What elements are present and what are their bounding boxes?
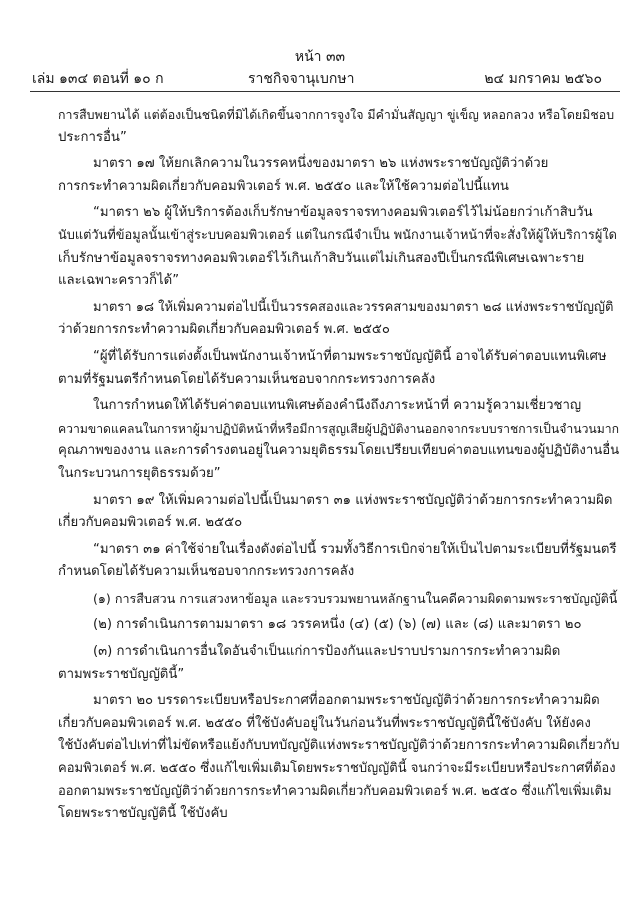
section-18-heading: มาตรา ๑๘ ให้เพิ่มความต่อไปนี้เป็นวรรคสองและวรรคสามของมาตรา ๒๘ แห่งพระราชบัญญัติ xyxy=(93,299,614,315)
list-item: (๒) การดำเนินการตามมาตรา ๑๘ วรรคหนึ่ง (๔) (๕) (๖) (๗) และ (๘) และมาตรา ๒๐ xyxy=(93,617,582,633)
section-17-heading: มาตรา ๑๗ ให้ยกเลิกความในวรรคหนึ่งของมาตรา ๒๖ แห่งพระราชบัญญัติว่าด้วย xyxy=(93,156,549,172)
volume-issue: เล่ม ๑๓๔ ตอนที่ ๑๐ ก xyxy=(32,71,164,87)
text-line: เก็บรักษาข้อมูลจราจรทางคอมพิวเตอร์ไว้เกินเก้าสิบวันแต่ไม่เกินสองปีเป็นกรณีพิเศษเฉพาะราย xyxy=(58,250,585,266)
text-line: ตามพระราชบัญญัตินี้” xyxy=(58,666,185,682)
text-line: ในกระบวนการยุติธรรมด้วย” xyxy=(58,465,221,481)
text-line: เกี่ยวกับคอมพิวเตอร์ พ.ศ. ๒๕๕๐ ที่ใช้บังคับอยู่ในวันก่อนวันที่พระราชบัญญัตินี้ใช้บังคับ ให้ยังคง xyxy=(58,715,591,731)
publication-date: ๒๔ มกราคม ๒๕๖๐ xyxy=(484,71,602,87)
section-31-text: “มาตรา ๓๑ ค่าใช้จ่ายในเรื่องดังต่อไปนี้ รวมทั้งวิธีการเบิกจ่ายให้เป็นไปตามระเบียบที่รัฐมนตรี xyxy=(93,541,617,557)
text-line: การสืบพยานได้ แต่ต้องเป็นชนิดที่มิได้เกิดขึ้นจากการจูงใจ มีคำมั่นสัญญา ขู่เข็ญ หลอกลวง หรือโดยมิชอบ xyxy=(58,107,615,122)
text-line: คุณภาพของงาน และการดำรงตนอยู่ในความยุติธรรมโดยเปรียบเทียบค่าตอบแทนของผู้ปฏิบัติงานอื่น xyxy=(58,443,620,459)
header-divider xyxy=(30,91,620,92)
text-line: การกระทำความผิดเกี่ยวกับคอมพิวเตอร์ พ.ศ. ๒๕๕๐ และให้ใช้ความต่อไปนี้แทน xyxy=(58,178,509,194)
text-line: ใช้บังคับต่อไปเท่าที่ไม่ขัดหรือแย้งกับบทบัญญัติแห่งพระราชบัญญัติว่าด้วยการกระทำความผิดเกี่ยวกับ xyxy=(58,738,620,754)
section-19-heading: มาตรา ๑๙ ให้เพิ่มความต่อไปนี้เป็นมาตรา ๓๑ แห่งพระราชบัญญัติว่าด้วยการกระทำความผิด xyxy=(93,492,613,508)
text-line: ตามที่รัฐมนตรีกำหนดโดยได้รับความเห็นชอบจากกระทรวงการคลัง xyxy=(58,371,436,387)
text-line: และเฉพาะคราวก็ได้” xyxy=(58,273,180,289)
list-item: (๓) การดำเนินการอื่นใดอันจำเป็นแก่การป้องกันและปราบปรามการกระทำความผิด xyxy=(93,644,561,660)
page-number: หน้า ๓๓ xyxy=(294,49,346,65)
text-line: ประการอื่น” xyxy=(58,129,127,145)
text-line: “ผู้ที่ได้รับการแต่งตั้งเป็นพนักงานเจ้าหน้าที่ตามพระราชบัญญัตินี้ อาจได้รับค่าตอบแทนพิเศษ xyxy=(93,348,607,364)
text-line: โดยพระราชบัญญัตินี้ ใช้บังคับ xyxy=(58,806,228,822)
text-line: ในการกำหนดให้ได้รับค่าตอบแทนพิเศษต้องคำนึงถึงภาระหน้าที่ ความรู้ความเชี่ยวชาญ xyxy=(93,398,582,414)
text-line: ว่าด้วยการกระทำความผิดเกี่ยวกับคอมพิวเตอร์ พ.ศ. ๒๕๕๐ xyxy=(58,322,390,338)
text-line: นับแต่วันที่ข้อมูลนั้นเข้าสู่ระบบคอมพิวเตอร์ แต่ในกรณีจำเป็น พนักงานเจ้าหน้าที่จะสั่งให้ผู้ให้บริการผู้ใด xyxy=(58,227,617,243)
text-line: ความขาดแคลนในการหาผู้มาปฏิบัติหน้าที่หรือมีการสูญเสียผู้ปฏิบัติงานออกจากระบบราชการเป็นจำนวนมาก xyxy=(58,421,619,436)
text-line: กำหนดโดยได้รับความเห็นชอบจากกระทรวงการคลัง xyxy=(58,564,355,580)
text-line: เกี่ยวกับคอมพิวเตอร์ พ.ศ. ๒๕๕๐ xyxy=(58,515,243,531)
publication-title: ราชกิจจานุเบกษา xyxy=(248,71,355,87)
section-20-heading: มาตรา ๒๐ บรรดาระเบียบหรือประกาศที่ออกตามพระราชบัญญัติว่าด้วยการกระทำความผิด xyxy=(93,693,600,709)
text-line: ออกตามพระราชบัญญัติว่าด้วยการกระทำความผิดเกี่ยวกับคอมพิวเตอร์ พ.ศ. ๒๕๕๐ ซึ่งแก้ไขเพิ่มเติม xyxy=(58,783,612,799)
document-body xyxy=(58,104,618,826)
text-line: คอมพิวเตอร์ พ.ศ. ๒๕๕๐ ซึ่งแก้ไขเพิ่มเติมโดยพระราชบัญญัตินี้ จนกว่าจะมีระเบียบหรือประกาศที่ต้อง xyxy=(58,761,616,777)
section-26-text: “มาตรา ๒๖ ผู้ให้บริการต้องเก็บรักษาข้อมูลจราจรทางคอมพิวเตอร์ไว้ไม่น้อยกว่าเก้าสิบวัน xyxy=(93,205,593,221)
list-item: (๑) การสืบสวน การแสวงหาข้อมูล และรวบรวมพยานหลักฐานในคดีความผิดตามพระราชบัญญัตินี้ xyxy=(93,590,618,606)
